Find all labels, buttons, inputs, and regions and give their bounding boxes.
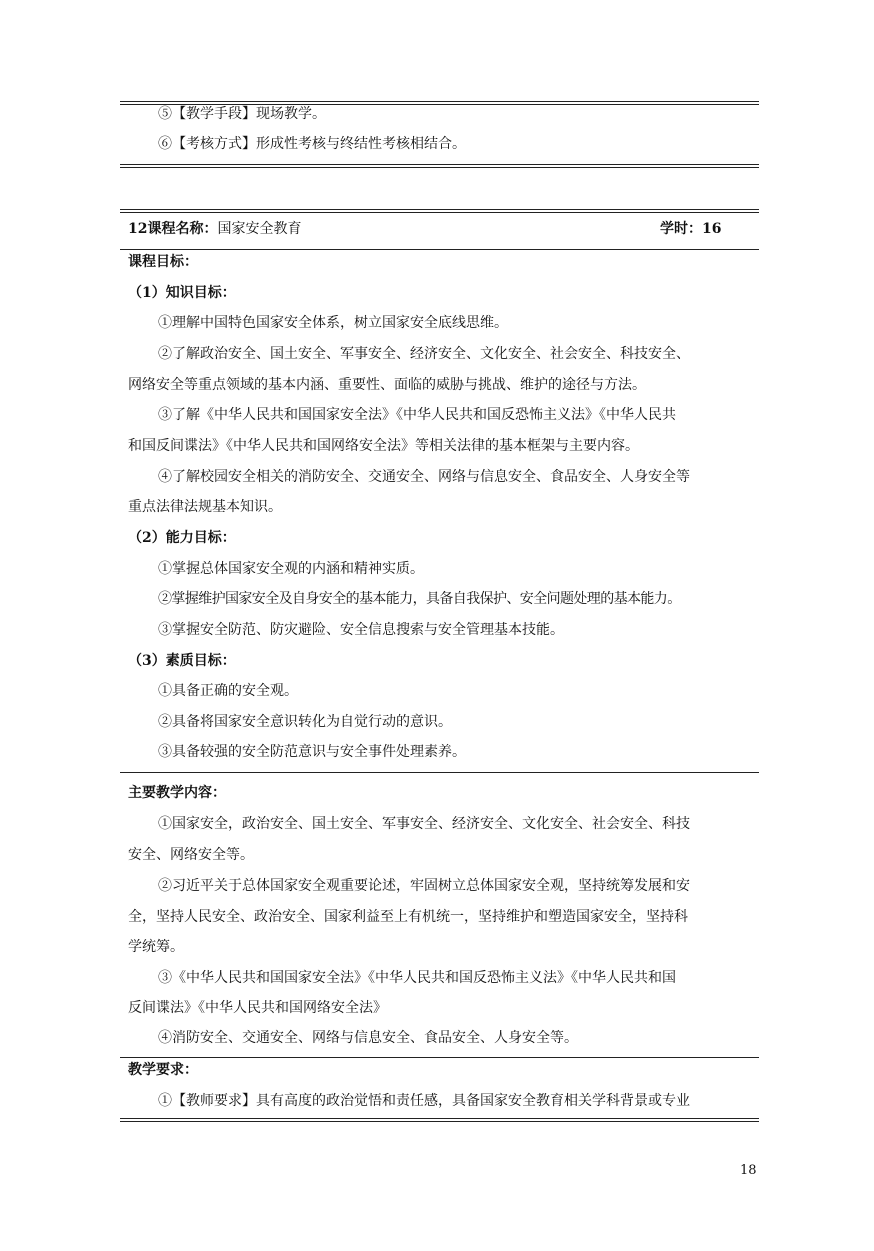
rule-top-3 — [120, 164, 759, 165]
knowledge-line-7: 重点法律法规基本知识。 — [128, 499, 282, 515]
knowledge-line-1: ①理解中国特色国家安全体系，树立国家安全底线思维。 — [158, 315, 508, 331]
content-line-5: 学统筹。 — [128, 939, 184, 955]
rule-course-3 — [120, 249, 759, 250]
content-line-6: ③《中华人民共和国国家安全法》《中华人民共和国反恐怖主义法》《中华人民共和国 — [158, 970, 676, 986]
knowledge-line-5: 和国反间谍法》《中华人民共和国网络安全法》等相关法律的基本框架与主要内容。 — [128, 438, 639, 454]
requirements-line-1: ①【教师要求】具有高度的政治觉悟和责任感，具备国家安全教育相关学科背景或专业 — [158, 1093, 690, 1109]
teaching-method-line: ⑤【教学手段】现场教学。 — [158, 106, 326, 122]
requirements-heading: 教学要求： — [128, 1062, 198, 1078]
rule-course-1 — [120, 209, 759, 210]
knowledge-line-3: 网络安全等重点领域的基本内涵、重要性、面临的威胁与挑战、维护的途径与方法。 — [128, 377, 646, 393]
ability-line-1: ①掌握总体国家安全观的内涵和精神实质。 — [158, 561, 424, 577]
knowledge-heading: （1）知识目标： — [128, 285, 236, 301]
quality-heading: （3）素质目标： — [128, 653, 236, 669]
rule-top-4 — [120, 167, 759, 168]
rule-objectives-end — [120, 772, 759, 773]
rule-bottom-2 — [120, 1121, 759, 1122]
content-line-8: ④消防安全、交通安全、网络与信息安全、食品安全、人身安全等。 — [158, 1030, 578, 1046]
ability-heading: （2）能力目标： — [128, 530, 236, 546]
quality-line-3: ③具备较强的安全防范意识与安全事件处理素养。 — [158, 744, 466, 760]
content-line-3: ②习近平关于总体国家安全观重要论述，牢固树立总体国家安全观，坚持统筹发展和安 — [158, 878, 690, 894]
content-line-1: ①国家安全，政治安全、国土安全、军事安全、经济安全、文化安全、社会安全、科技 — [158, 816, 690, 832]
page-number: 18 — [740, 1163, 757, 1178]
course-name-value: 国家安全教育 — [217, 221, 302, 237]
quality-line-1: ①具备正确的安全观。 — [158, 683, 298, 699]
objectives-heading: 课程目标： — [128, 254, 198, 270]
assessment-method-line: ⑥【考核方式】形成性考核与终结性考核相结合。 — [158, 136, 466, 152]
ability-line-3: ③掌握安全防范、防灾避险、安全信息搜索与安全管理基本技能。 — [158, 622, 564, 638]
rule-bottom-1 — [120, 1118, 759, 1119]
content-line-4: 全，坚持人民安全、政治安全、国家利益至上有机统一，坚持维护和塑造国家安全，坚持科 — [128, 909, 688, 925]
quality-line-2: ②具备将国家安全意识转化为自觉行动的意识。 — [158, 714, 452, 730]
knowledge-line-4: ③了解《中华人民共和国国家安全法》《中华人民共和国反恐怖主义法》《中华人民共 — [158, 407, 676, 423]
course-hours: 学时：16 — [660, 221, 722, 237]
ability-line-2: ②掌握维护国家安全及自身安全的基本能力，具备自我保护、安全问题处理的基本能力。 — [158, 591, 681, 607]
content-line-2: 安全、网络安全等。 — [128, 847, 254, 863]
content-line-7: 反间谍法》《中华人民共和国网络安全法》 — [128, 1000, 387, 1016]
rule-top-1 — [120, 101, 759, 102]
rule-course-2 — [120, 212, 759, 213]
course-name-label: 12课程名称： — [128, 221, 218, 237]
knowledge-line-2: ②了解政治安全、国土安全、军事安全、经济安全、文化安全、社会安全、科技安全、 — [158, 346, 690, 362]
rule-content-end — [120, 1057, 759, 1058]
knowledge-line-6: ④了解校园安全相关的消防安全、交通安全、网络与信息安全、食品安全、人身安全等 — [158, 469, 690, 485]
content-heading: 主要教学内容： — [128, 785, 226, 801]
